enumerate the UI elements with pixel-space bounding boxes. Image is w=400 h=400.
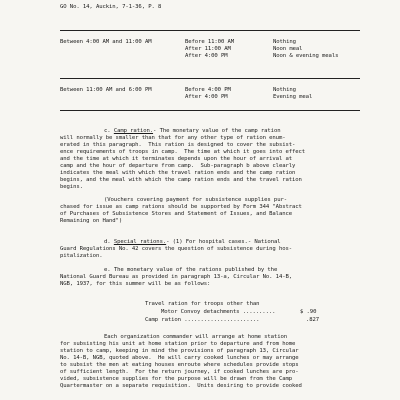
para-e-line: National Guard Bureau as provided in paragraph 13-a, Circular No. 14-B,: [60, 274, 293, 280]
rate-value: $ .90: [300, 309, 317, 315]
schedule-time: Before 11:00 AM: [185, 39, 235, 45]
para-d-line: Guard Regulations No. 42 covers the question of subsistence during hos-: [60, 246, 293, 252]
para-d-line: pitalization.: [60, 253, 103, 259]
closing-line: No. 14-B, NGB, quoted above. He will carry cooked lunches or may arrange: [60, 355, 299, 361]
closing-line: station to camp, keeping in mind the provisions of paragraph 13, Circular: [60, 348, 299, 354]
para-c-line: camp and the hour of departure from camp. Sub-paragraph b above clearly: [60, 163, 296, 169]
voucher-note-line: chased for issue as camp rations should be supported by Form 344 "Abstract: [60, 204, 302, 210]
para-c-line: begins.: [60, 184, 83, 190]
para-c-line: and the time at which it terminates depends upon the hour of arrival at: [60, 156, 293, 162]
para-e-label: e.: [104, 267, 111, 273]
schedule-range-1: Between 4:00 AM and 11:00 AM: [60, 39, 152, 45]
schedule-time: After 11:00 AM: [185, 46, 231, 52]
voucher-note-line: of Purchases of Subsistence Stores and Statement of Issues, and Balance: [60, 211, 293, 217]
schedule-meal: Nothing: [273, 39, 296, 45]
voucher-note-line: (Vouchers covering payment for subsistence supplies pur-: [104, 197, 287, 203]
voucher-note-line: Remaining on Hand"): [60, 218, 123, 224]
schedule-time: Before 4:00 PM: [185, 87, 231, 93]
divider-rule: [60, 30, 360, 31]
para-c-line: will normally be smaller than that for any other type of ration enum-: [60, 135, 286, 141]
schedule-meal: Noon & evening meals: [273, 53, 339, 59]
para-c-line: indicates the meal with which the travel ration ends and the camp ration: [60, 170, 296, 176]
closing-line: vided, subsistence supplies for the purpose will be drawn from the Camp: [60, 376, 293, 382]
para-d-heading: Special rations.: [113, 239, 167, 245]
schedule-meal: Nothing: [273, 87, 296, 93]
rate-label: Camp ration .......................: [145, 317, 260, 323]
closing-line: to subsist the men at eating houses enroute where schedules provide stops: [60, 362, 299, 368]
schedule-meal: Noon meal: [273, 46, 303, 52]
para-c-first-text: - The monetary value of the camp ration: [153, 128, 281, 134]
para-e-line: NGB, 1937, for this summer will be as follows:: [60, 281, 211, 287]
rate-label: Motor Convoy detachments ..........: [161, 309, 276, 315]
para-e-first-text: The monetary value of the rations published by the: [113, 267, 278, 273]
page-header: GO No. 14, Auckin, 7-1-36, P. 8: [60, 4, 162, 10]
divider-rule: [60, 78, 360, 79]
para-c-line: ence requirements of troops in camp. The time at which it goes into effect: [60, 149, 306, 155]
para-c-heading: Camp ration.: [113, 128, 154, 134]
para-c-line: begins, and the meal with which the camp ration ends and the travel ration: [60, 177, 302, 183]
para-c-line: erated in this paragraph. This ration is designed to cover the subsist-: [60, 142, 296, 148]
schedule-time: After 4:00 PM: [185, 53, 228, 59]
para-e-first-line: [104, 267, 277, 273]
para-c-label: c.: [104, 128, 111, 134]
closing-line: for subsisting his unit at home station prior to departure and from home: [60, 341, 296, 347]
schedule-range-2: Between 11:00 AM and 6:00 PM: [60, 87, 152, 93]
rates-intro: Travel ration for troops other than: [145, 301, 260, 307]
closing-line: Quartermaster on a separate requisition. Units desiring to provide cooked: [60, 383, 302, 389]
closing-line: Each organization commander will arrange at home station: [104, 334, 287, 340]
divider-rule: [60, 110, 360, 111]
para-d-label: d.: [104, 239, 111, 245]
schedule-time: After 4:00 PM: [185, 94, 228, 100]
rate-value: .827: [306, 317, 320, 323]
para-d-first-line: [104, 239, 281, 245]
closing-line: of sufficient length. For the return journey, if cooked lunches are pro-: [60, 369, 299, 375]
para-d-first-text: - (1) For hospital cases.- National: [166, 239, 281, 245]
para-c-first-line: [104, 128, 281, 134]
schedule-meal: Evening meal: [273, 94, 313, 100]
